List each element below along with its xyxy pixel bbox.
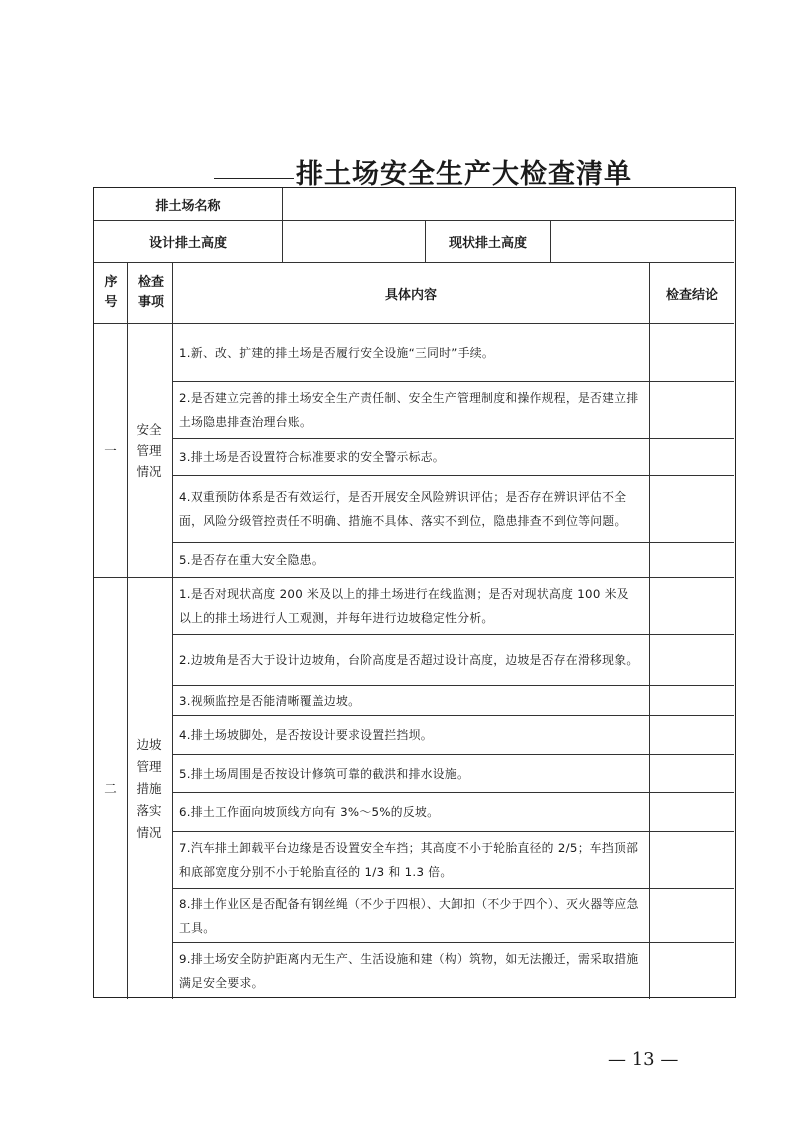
header-content: 具体内容 <box>384 287 437 303</box>
rule <box>127 262 128 999</box>
checklist-item: 3.排土场是否设置符合标准要求的安全警示标志。 <box>179 450 445 464</box>
current-height-field[interactable] <box>551 221 734 262</box>
header-category: 检查事项 <box>138 275 165 310</box>
section-seq: 二 <box>104 780 117 796</box>
result-cell[interactable] <box>650 755 734 792</box>
page-number: — 13 — <box>608 1049 679 1070</box>
result-cell[interactable] <box>650 324 734 381</box>
current-height-label: 现状排土高度 <box>448 236 527 251</box>
checklist-item: 3.视频监控是否能清晰覆盖边坡。 <box>179 693 361 708</box>
result-cell[interactable] <box>650 686 734 715</box>
result-cell[interactable] <box>650 716 734 754</box>
design-height-label: 设计排土高度 <box>148 236 227 251</box>
result-cell[interactable] <box>650 635 734 685</box>
header-result: 检查结论 <box>665 287 718 303</box>
checklist-item: 9.排土场安全防护距离内无生产、生活设施和建（构）筑物，如无法搬迁，需采取措施满足安全要求。 <box>179 952 639 990</box>
design-height-field[interactable] <box>283 221 425 262</box>
checklist-item: 1.新、改、扩建的排土场是否履行安全设施“三同时”手续。 <box>179 345 495 360</box>
checklist-item: 4.排土场坡脚处，是否按设计要求设置拦挡坝。 <box>179 728 433 742</box>
result-cell[interactable] <box>650 889 734 942</box>
name-value-field[interactable] <box>283 188 734 220</box>
result-cell[interactable] <box>650 439 734 475</box>
document-title <box>0 150 800 190</box>
checklist-item: 5.排土场周围是否按设计修筑可靠的截洪和排水设施。 <box>179 766 470 781</box>
result-cell[interactable] <box>650 543 734 577</box>
checklist-table <box>93 187 736 998</box>
result-cell[interactable] <box>650 476 734 542</box>
checklist-item: 2.边坡角是否大于设计边坡角，台阶高度是否超过设计高度，边坡是否存在滑移现象。 <box>179 653 639 667</box>
title-text: 排土场安全生产大检查清单 <box>296 159 632 190</box>
result-cell[interactable] <box>650 943 734 999</box>
section-seq: 一 <box>104 442 117 458</box>
checklist-item: 4.双重预防体系是否有效运行，是否开展安全风险辨识评估；是否存在辨识评估不全面，风险分级管控责任不明确、措施不具体、落实不到位，隐患排查不到位等问题。 <box>179 490 627 528</box>
checklist-item: 6.排土工作面向坡顶线方向有 3%～5%的反坡。 <box>179 805 440 819</box>
name-label: 排土场名称 <box>155 198 221 214</box>
header-seq: 序号 <box>104 275 118 310</box>
result-cell[interactable] <box>650 578 734 634</box>
section-category: 边坡管理措施落实情况 <box>136 736 162 840</box>
checklist-item: 5.是否存在重大安全隐患。 <box>179 553 324 567</box>
checklist-item: 1.是否对现状高度 200 米及以上的排土场进行在线监测；是否对现状高度 100 米及以上的排土场进行人工观测，并每年进行边坡稳定性分析。 <box>179 587 629 625</box>
checklist-item: 7.汽车排土卸载平台边缘是否设置安全车挡；其高度不小于轮胎直径的 2/5；车挡顶部和底部宽度分别不小于轮胎直径的 1/3 和 1.3 倍。 <box>179 841 639 879</box>
result-cell[interactable] <box>650 832 734 888</box>
checklist-item: 2.是否建立完善的排土场安全生产责任制、安全生产管理制度和操作规程，是否建立排土场隐患排查治理台账。 <box>179 391 639 429</box>
checklist-item: 8.排土作业区是否配备有钢丝绳（不少于四根）、大卸扣（不少于四个）、灭火器等应急工具。 <box>179 896 639 935</box>
title-blank-line <box>214 178 294 179</box>
section-category: 安全管理情况 <box>136 422 162 479</box>
result-cell[interactable] <box>650 793 734 831</box>
result-cell[interactable] <box>650 382 734 438</box>
